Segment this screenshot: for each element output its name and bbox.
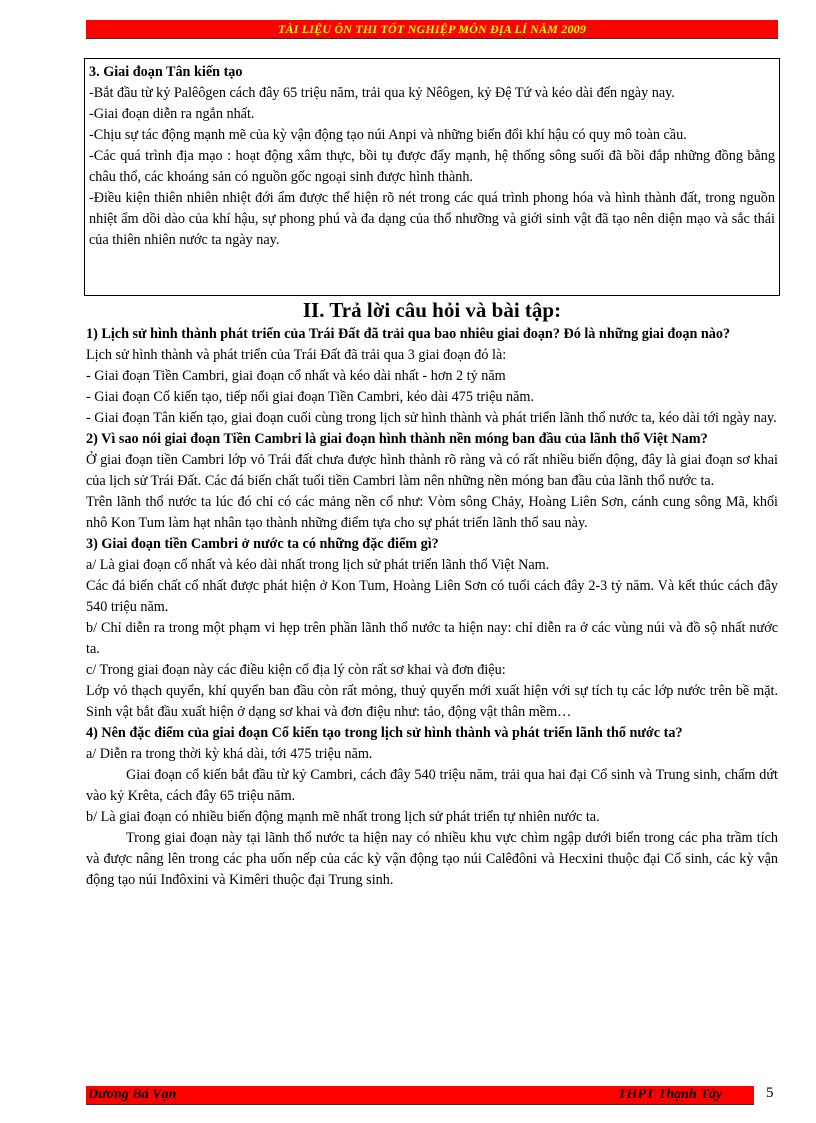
paragraph: Ở giai đoạn tiền Cambri lớp vỏ Trái đất chưa được hình thành rõ ràng và có rất nhiều biến động, đây là giai đoạn sơ khai của lịch sử Trái Đất. Các đá biến chất tuổi tiền Cambri làm nên những nền móng ban đầu của lãnh thổ nước ta. bbox=[86, 452, 778, 489]
box-line: -Các quá trình địa mạo : hoạt động xâm thực, bồi tụ được đẩy mạnh, hệ thống sông suối đã bồi đắp những đồng bằng châu thổ, các khoáng sản có nguồn gốc ngoại sinh được hình thành. bbox=[89, 148, 775, 185]
paragraph: a/ Diễn ra trong thời kỳ khá dài, tới 475 triệu năm. bbox=[86, 746, 373, 762]
box-line: -Giai đoạn diễn ra ngắn nhất. bbox=[89, 106, 255, 122]
paragraph: c/ Trong giai đoạn này các điều kiện cổ địa lý còn rất sơ khai và đơn điệu: bbox=[86, 662, 506, 678]
paragraph: Các đá biến chất cổ nhất được phát hiện ở Kon Tum, Hoàng Liên Sơn có tuổi cách đây 2-3 tỷ năm. Và kết thúc cách đây 540 triệu năm. bbox=[86, 578, 778, 615]
paragraph: - Giai đoạn Tân kiến tạo, giai đoạn cuối cùng trong lịch sử hình thành và phát triển lãnh thổ nước ta, kéo dài tới ngày nay. bbox=[86, 410, 777, 426]
paragraph: Trong giai đoạn này tại lãnh thổ nước ta hiện nay có nhiều khu vực chìm ngập dưới biển trong các pha trầm tích và được nâng lên trong các pha uốn nếp của các kỳ vận động tạo núi Calêđôni và Hecxini thuộc đại Cổ sinh, các kỳ vận động tạo núi Inđôxini và Kimêri thuộc đại Trung sinh. bbox=[86, 830, 778, 888]
question-4: 4) Nên đặc điểm của giai đoạn Cổ kiến tạo trong lịch sử hình thành và phát triển lãnh thổ nước ta? bbox=[86, 725, 683, 741]
paragraph: - Giai đoạn Tiền Cambri, giai đoạn cổ nhất và kéo dài nhất - hơn 2 tỷ năm bbox=[86, 368, 506, 384]
paragraph: Lớp vỏ thạch quyển, khí quyển ban đầu còn rất mỏng, thuỷ quyển mới xuất hiện với sự tích tụ các lớp nước trên bề mặt. Sinh vật bắt đầu xuất hiện ở dạng sơ khai và đơn điệu như: tảo, động vật thân mềm… bbox=[86, 683, 778, 720]
paragraph: b/ Chỉ diễn ra trong một phạm vi hẹp trên phần lãnh thổ nước ta hiện nay: chỉ diễn ra ở các vùng núi và đồ sộ nhất nước ta. bbox=[86, 620, 778, 657]
paragraph: a/ Là giai đoạn cổ nhất và kéo dài nhất trong lịch sử phát triển lãnh thổ Việt Nam. bbox=[86, 557, 550, 573]
paragraph: Trên lãnh thổ nước ta lúc đó chỉ có các mảng nền cổ như: Vòm sông Chảy, Hoàng Liên Sơn, cánh cung sông Mã, khối nhô Kon Tum làm hạt nhân tạo thành những điểm tựa cho sự phát triển lãnh thổ sau này. bbox=[86, 494, 778, 531]
footer-bar bbox=[86, 1086, 754, 1105]
paragraph: Lịch sử hình thành và phát triển của Trái Đất đã trải qua 3 giai đoạn đó là: bbox=[86, 347, 507, 363]
box-title: 3. Giai đoạn Tân kiến tạo bbox=[89, 64, 243, 80]
paragraph: Giai đoạn cổ kiến bắt đầu từ kỷ Cambri, cách đây 540 triệu năm, trải qua hai đại Cổ sinh và Trung sinh, chấm dứt vào kỷ Krêta, cách đây 65 triệu năm. bbox=[86, 767, 778, 804]
box-line: -Chịu sự tác động mạnh mẽ của kỳ vận động tạo núi Anpi và những biến đổi khí hậu có quy mô toàn cầu. bbox=[89, 127, 687, 143]
boxed-section bbox=[84, 58, 780, 296]
question-1: 1) Lịch sử hình thành phát triển của Trái Đất đã trải qua bao nhiêu giai đoạn? Đó là những giai đoạn nào? bbox=[86, 326, 731, 342]
footer-school: THPT Thạnh Tây bbox=[617, 1087, 722, 1102]
header-bar bbox=[86, 20, 778, 39]
box-line: -Bắt đầu từ kỷ Palêôgen cách đây 65 triệu năm, trải qua kỷ Nêôgen, kỷ Đệ Tứ và kéo dài đến ngày nay. bbox=[89, 85, 675, 101]
paragraph: b/ Là giai đoạn có nhiều biến động mạnh mẽ nhất trong lịch sử phát triển tự nhiên nước ta. bbox=[86, 809, 600, 825]
question-2: 2) Vì sao nói giai đoạn Tiền Cambri là giai đoạn hình thành nền móng ban đầu của lãnh thổ Việt Nam? bbox=[86, 431, 708, 447]
question-3: 3) Giai đoạn tiền Cambri ở nước ta có những đặc điểm gì? bbox=[86, 536, 439, 552]
header-title: TÀI LIỆU ÔN THI TỐT NGHIỆP MÔN ĐỊA LÍ NĂM 2009 bbox=[277, 22, 587, 36]
footer-author: Dương Bá Vạn bbox=[88, 1087, 177, 1102]
paragraph: - Giai đoạn Cổ kiến tạo, tiếp nối giai đoạn Tiền Cambri, kéo dài 475 triệu năm. bbox=[86, 389, 535, 405]
box-line: -Điều kiện thiên nhiên nhiệt đới ẩm được thể hiện rõ nét trong các quá trình phong hóa và hình thành đất, trong nguồn nhiệt ẩm dồi dào của khí hậu, sự phong phú và đa dạng của thổ nhưỡng và giới sinh vật đã tạo nên diện mạo và sắc thái của thiên nhiên nước ta ngày nay. bbox=[89, 190, 775, 248]
section-heading: II. Trả lời câu hỏi và bài tập: bbox=[302, 298, 562, 322]
main-content bbox=[86, 296, 778, 891]
page-number: 5 bbox=[766, 1085, 774, 1101]
